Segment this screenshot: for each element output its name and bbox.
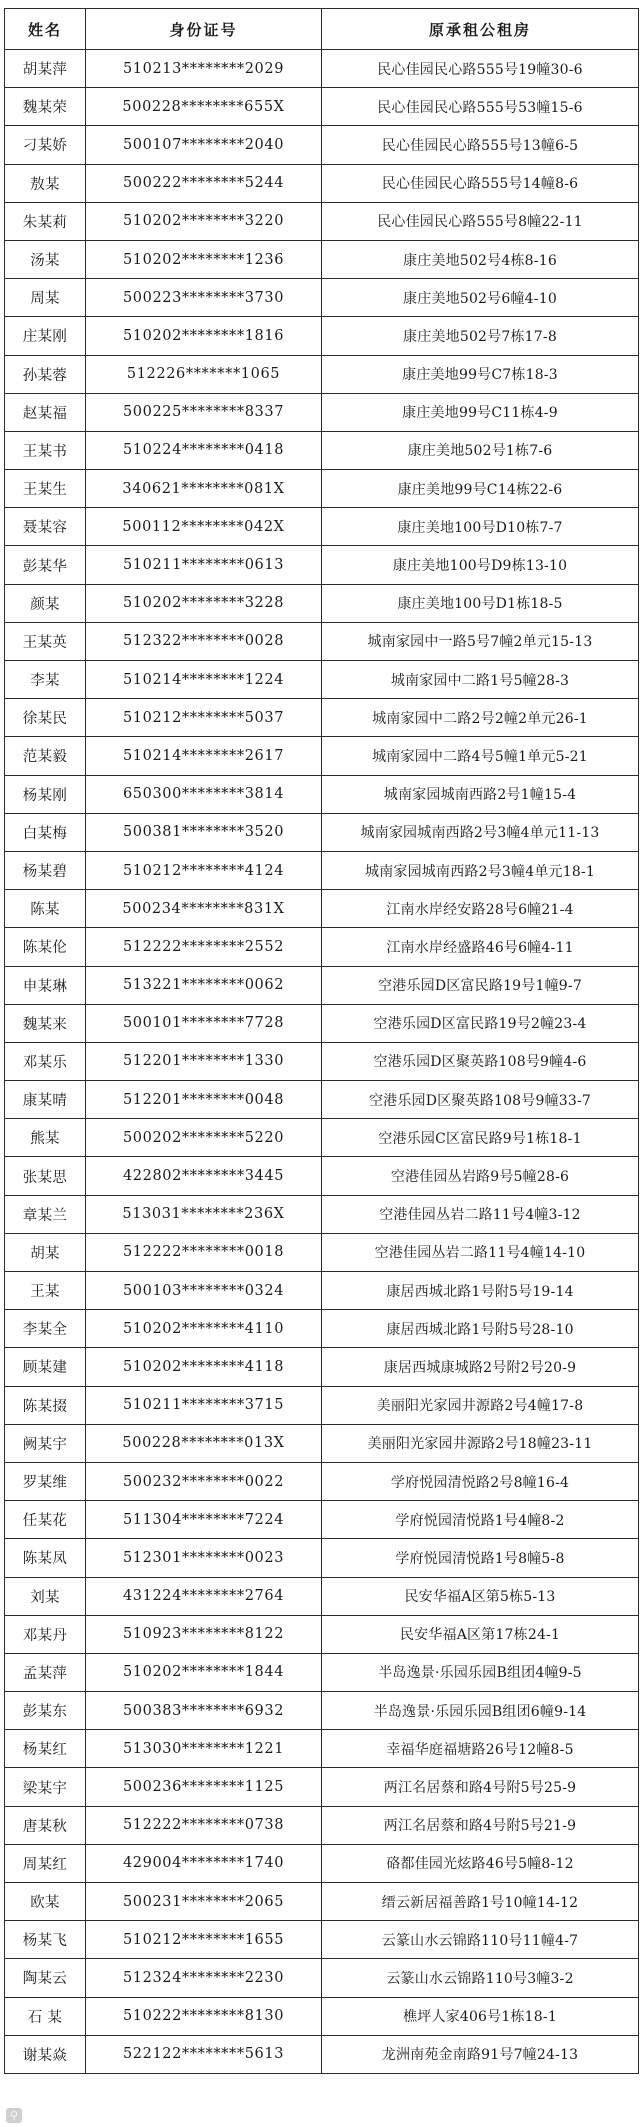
cell-id-number: 500232********0022 xyxy=(86,1462,322,1500)
cell-original-housing: 江南水岸经安路28号6幢21-4 xyxy=(322,890,639,928)
cell-original-housing: 空港佳园丛岩二路11号4幢14-10 xyxy=(322,1233,639,1271)
cell-name: 邓某乐 xyxy=(5,1042,86,1080)
cell-name: 王某 xyxy=(5,1272,86,1310)
cell-original-housing: 学府悦园清悦路1号8幢5-8 xyxy=(322,1539,639,1577)
cell-name: 范某毅 xyxy=(5,737,86,775)
table-row xyxy=(5,1042,639,1080)
cell-name: 唐某秋 xyxy=(5,1806,86,1844)
cell-original-housing: 康庄美地502号7栋17-8 xyxy=(322,317,639,355)
cell-original-housing: 城南家园城南西路2号3幢4单元11-13 xyxy=(322,813,639,851)
cell-id-number: 500383********6932 xyxy=(86,1692,322,1730)
cell-original-housing: 云篆山水云锦路110号11幢4-7 xyxy=(322,1921,639,1959)
cell-id-number: 500236********1125 xyxy=(86,1768,322,1806)
table-row xyxy=(5,279,639,317)
table-row xyxy=(5,622,639,660)
cell-name: 庄某刚 xyxy=(5,317,86,355)
cell-id-number: 431224********2764 xyxy=(86,1577,322,1615)
table-row xyxy=(5,890,639,928)
cell-name: 彭某华 xyxy=(5,546,86,584)
table-row xyxy=(5,1195,639,1233)
table-row xyxy=(5,1386,639,1424)
cell-id-number: 512226*******1065 xyxy=(86,355,322,393)
cell-id-number: 500228********013X xyxy=(86,1424,322,1462)
table-row xyxy=(5,1768,639,1806)
table-row xyxy=(5,1310,639,1348)
cell-id-number: 513030********1221 xyxy=(86,1730,322,1768)
table-row xyxy=(5,126,639,164)
cell-name: 聂某容 xyxy=(5,508,86,546)
cell-name: 刁某娇 xyxy=(5,126,86,164)
cell-original-housing: 城南家园中二路2号2幢2单元26-1 xyxy=(322,699,639,737)
cell-original-housing: 民安华福A区第17栋24-1 xyxy=(322,1615,639,1653)
cell-original-housing: 康庄美地99号C11栋4-9 xyxy=(322,393,639,431)
table-row xyxy=(5,737,639,775)
cell-name: 陈某掇 xyxy=(5,1386,86,1424)
cell-name: 任某花 xyxy=(5,1501,86,1539)
cell-id-number: 500228********655X xyxy=(86,88,322,126)
cell-id-number: 500381********3520 xyxy=(86,813,322,851)
cell-original-housing: 城南家园中二路1号5幢28-3 xyxy=(322,661,639,699)
tenant-table xyxy=(4,8,639,2074)
cell-id-number: 510202********1844 xyxy=(86,1653,322,1691)
table-row xyxy=(5,1424,639,1462)
cell-original-housing: 半岛逸景·乐园乐园B组团4幢9-5 xyxy=(322,1653,639,1691)
table-row xyxy=(5,1539,639,1577)
cell-id-number: 512322********0028 xyxy=(86,622,322,660)
cell-name: 李某全 xyxy=(5,1310,86,1348)
cell-name: 陶某云 xyxy=(5,1959,86,1997)
table-row xyxy=(5,966,639,1004)
table-row xyxy=(5,1692,639,1730)
cell-name: 陈某伦 xyxy=(5,928,86,966)
cell-id-number: 510211********0613 xyxy=(86,546,322,584)
table-row xyxy=(5,775,639,813)
cell-original-housing: 康庄美地100号D9栋13-10 xyxy=(322,546,639,584)
cell-name: 邓某丹 xyxy=(5,1615,86,1653)
header-id-number: 身份证号 xyxy=(86,9,322,50)
cell-original-housing: 云篆山水云锦路110号3幢3-2 xyxy=(322,1959,639,1997)
table-row xyxy=(5,851,639,889)
cell-original-housing: 美丽阳光家园井源路2号18幢23-11 xyxy=(322,1424,639,1462)
cell-name: 敖某 xyxy=(5,164,86,202)
cell-id-number: 650300********3814 xyxy=(86,775,322,813)
cell-id-number: 510202********4118 xyxy=(86,1348,322,1386)
cell-original-housing: 龙洲南苑金南路91号7幢24-13 xyxy=(322,2035,639,2073)
cell-name: 魏某来 xyxy=(5,1004,86,1042)
cell-name: 阙某宇 xyxy=(5,1424,86,1462)
table-row xyxy=(5,1233,639,1271)
table-row xyxy=(5,1081,639,1119)
cell-id-number: 500202********5220 xyxy=(86,1119,322,1157)
cell-id-number: 500101********7728 xyxy=(86,1004,322,1042)
cell-id-number: 510224********0418 xyxy=(86,431,322,469)
cell-original-housing: 两江名居蔡和路4号附5号25-9 xyxy=(322,1768,639,1806)
table-row xyxy=(5,1272,639,1310)
cell-name: 章某兰 xyxy=(5,1195,86,1233)
watermark: ⚲ xyxy=(6,2108,22,2123)
cell-id-number: 511304********7224 xyxy=(86,1501,322,1539)
cell-name: 欧某 xyxy=(5,1883,86,1921)
cell-original-housing: 两江名居蔡和路4号附5号21-9 xyxy=(322,1806,639,1844)
cell-original-housing: 学府悦园清悦路1号4幢8-2 xyxy=(322,1501,639,1539)
cell-original-housing: 空港乐园C区富民路9号1栋18-1 xyxy=(322,1119,639,1157)
cell-id-number: 510212********1655 xyxy=(86,1921,322,1959)
cell-id-number: 510211********3715 xyxy=(86,1386,322,1424)
cell-id-number: 510213********2029 xyxy=(86,50,322,88)
cell-original-housing: 康庄美地502号1栋7-6 xyxy=(322,431,639,469)
cell-original-housing: 江南水岸经盛路46号6幢4-11 xyxy=(322,928,639,966)
cell-name: 朱某莉 xyxy=(5,202,86,240)
table-row xyxy=(5,164,639,202)
cell-name: 杨某红 xyxy=(5,1730,86,1768)
cell-original-housing: 民心佳园民心路555号14幢8-6 xyxy=(322,164,639,202)
table-row xyxy=(5,470,639,508)
cell-name: 孟某萍 xyxy=(5,1653,86,1691)
cell-id-number: 512201********0048 xyxy=(86,1081,322,1119)
cell-name: 杨某碧 xyxy=(5,851,86,889)
cell-original-housing: 康庄美地100号D1栋18-5 xyxy=(322,584,639,622)
cell-original-housing: 民安华福A区第5栋5-13 xyxy=(322,1577,639,1615)
table-row xyxy=(5,202,639,240)
table-row xyxy=(5,431,639,469)
cell-name: 魏某荣 xyxy=(5,88,86,126)
cell-original-housing: 康庄美地99号C14栋22-6 xyxy=(322,470,639,508)
cell-id-number: 429004********1740 xyxy=(86,1844,322,1882)
cell-id-number: 512222********0018 xyxy=(86,1233,322,1271)
cell-name: 王某生 xyxy=(5,470,86,508)
table-row xyxy=(5,1462,639,1500)
cell-id-number: 510202********1236 xyxy=(86,240,322,278)
table-row xyxy=(5,1806,639,1844)
header-name: 姓名 xyxy=(5,9,86,50)
cell-id-number: 500103********0324 xyxy=(86,1272,322,1310)
table-row xyxy=(5,317,639,355)
header-original-housing: 原承租公租房 xyxy=(322,9,639,50)
cell-id-number: 500231********2065 xyxy=(86,1883,322,1921)
table-row xyxy=(5,928,639,966)
cell-original-housing: 缙云新居福善路1号10幢14-12 xyxy=(322,1883,639,1921)
cell-original-housing: 康庄美地502号4栋8-16 xyxy=(322,240,639,278)
cell-name: 陈某 xyxy=(5,890,86,928)
cell-name: 刘某 xyxy=(5,1577,86,1615)
cell-original-housing: 半岛逸景·乐园乐园B组团6幢9-14 xyxy=(322,1692,639,1730)
table-row xyxy=(5,2035,639,2073)
cell-id-number: 512301********0023 xyxy=(86,1539,322,1577)
cell-id-number: 510202********3220 xyxy=(86,202,322,240)
cell-name: 颜某 xyxy=(5,584,86,622)
cell-original-housing: 民心佳园民心路555号53幢15-6 xyxy=(322,88,639,126)
cell-id-number: 510202********4110 xyxy=(86,1310,322,1348)
cell-name: 熊某 xyxy=(5,1119,86,1157)
table-row xyxy=(5,813,639,851)
cell-id-number: 500225********8337 xyxy=(86,393,322,431)
cell-id-number: 510212********4124 xyxy=(86,851,322,889)
cell-original-housing: 城南家园城南西路2号3幢4单元18-1 xyxy=(322,851,639,889)
table-row xyxy=(5,1921,639,1959)
table-row xyxy=(5,1997,639,2035)
cell-name: 汤某 xyxy=(5,240,86,278)
table-row xyxy=(5,1844,639,1882)
table-row xyxy=(5,1157,639,1195)
cell-original-housing: 幸福华庭福塘路26号12幢8-5 xyxy=(322,1730,639,1768)
cell-id-number: 500234********831X xyxy=(86,890,322,928)
cell-original-housing: 空港乐园D区聚英路108号9幢33-7 xyxy=(322,1081,639,1119)
table-header-row xyxy=(5,9,639,50)
cell-id-number: 512222********2552 xyxy=(86,928,322,966)
table-row xyxy=(5,1577,639,1615)
table-row xyxy=(5,88,639,126)
cell-name: 白某梅 xyxy=(5,813,86,851)
cell-name: 孙某蓉 xyxy=(5,355,86,393)
cell-name: 胡某 xyxy=(5,1233,86,1271)
cell-id-number: 510212********5037 xyxy=(86,699,322,737)
cell-name: 康某晴 xyxy=(5,1081,86,1119)
table-row xyxy=(5,240,639,278)
cell-name: 陈某凤 xyxy=(5,1539,86,1577)
cell-id-number: 512222********0738 xyxy=(86,1806,322,1844)
table-row xyxy=(5,546,639,584)
cell-name: 杨某飞 xyxy=(5,1921,86,1959)
cell-id-number: 512324********2230 xyxy=(86,1959,322,1997)
cell-name: 胡某萍 xyxy=(5,50,86,88)
cell-name: 周某红 xyxy=(5,1844,86,1882)
table-row xyxy=(5,1883,639,1921)
cell-original-housing: 民心佳园民心路555号8幢22-11 xyxy=(322,202,639,240)
cell-original-housing: 民心佳园民心路555号19幢30-6 xyxy=(322,50,639,88)
table-row xyxy=(5,1004,639,1042)
cell-name: 王某书 xyxy=(5,431,86,469)
cell-name: 杨某刚 xyxy=(5,775,86,813)
table-row xyxy=(5,661,639,699)
cell-name: 申某琳 xyxy=(5,966,86,1004)
table-row xyxy=(5,355,639,393)
cell-original-housing: 城南家园中一路5号7幢2单元15-13 xyxy=(322,622,639,660)
table-row xyxy=(5,1119,639,1157)
table-row xyxy=(5,393,639,431)
cell-original-housing: 康居西城康城路2号附2号20-9 xyxy=(322,1348,639,1386)
cell-original-housing: 樵坪人家406号1栋18-1 xyxy=(322,1997,639,2035)
cell-original-housing: 民心佳园民心路555号13幢6-5 xyxy=(322,126,639,164)
cell-original-housing: 空港佳园丛岩路9号5幢28-6 xyxy=(322,1157,639,1195)
table-row xyxy=(5,584,639,622)
cell-original-housing: 空港乐园D区聚英路108号9幢4-6 xyxy=(322,1042,639,1080)
cell-id-number: 510214********2617 xyxy=(86,737,322,775)
table-row xyxy=(5,1615,639,1653)
table-row xyxy=(5,508,639,546)
cell-name: 梁某宇 xyxy=(5,1768,86,1806)
cell-id-number: 500107********2040 xyxy=(86,126,322,164)
cell-id-number: 513221********0062 xyxy=(86,966,322,1004)
cell-id-number: 510202********1816 xyxy=(86,317,322,355)
cell-id-number: 522122********5613 xyxy=(86,2035,322,2073)
table-row xyxy=(5,1730,639,1768)
cell-name: 彭某东 xyxy=(5,1692,86,1730)
cell-name: 顾某建 xyxy=(5,1348,86,1386)
cell-original-housing: 城南家园中二路4号5幢1单元5-21 xyxy=(322,737,639,775)
cell-original-housing: 康居西城北路1号附5号28-10 xyxy=(322,1310,639,1348)
table-row xyxy=(5,699,639,737)
cell-name: 张某思 xyxy=(5,1157,86,1195)
cell-original-housing: 康居西城北路1号附5号19-14 xyxy=(322,1272,639,1310)
table-body xyxy=(5,50,639,2074)
cell-id-number: 510222********8130 xyxy=(86,1997,322,2035)
cell-name: 罗某维 xyxy=(5,1462,86,1500)
cell-name: 谢某焱 xyxy=(5,2035,86,2073)
cell-original-housing: 学府悦园清悦路2号8幢16-4 xyxy=(322,1462,639,1500)
cell-original-housing: 城南家园城南西路2号1幢15-4 xyxy=(322,775,639,813)
table-row xyxy=(5,1348,639,1386)
cell-name: 赵某福 xyxy=(5,393,86,431)
table-row xyxy=(5,1959,639,1997)
cell-id-number: 500112********042X xyxy=(86,508,322,546)
table-row xyxy=(5,50,639,88)
cell-id-number: 422802********3445 xyxy=(86,1157,322,1195)
cell-id-number: 513031********236X xyxy=(86,1195,322,1233)
cell-original-housing: 空港乐园D区富民路19号1幢9-7 xyxy=(322,966,639,1004)
cell-original-housing: 康庄美地100号D10栋7-7 xyxy=(322,508,639,546)
cell-id-number: 510202********3228 xyxy=(86,584,322,622)
table-row xyxy=(5,1653,639,1691)
cell-original-housing: 康庄美地502号6幢4-10 xyxy=(322,279,639,317)
cell-original-housing: 硌都佳园光炫路46号5幢8-12 xyxy=(322,1844,639,1882)
cell-id-number: 500222********5244 xyxy=(86,164,322,202)
cell-original-housing: 康庄美地99号C7栋18-3 xyxy=(322,355,639,393)
cell-id-number: 500223********3730 xyxy=(86,279,322,317)
cell-name: 王某英 xyxy=(5,622,86,660)
cell-original-housing: 空港乐园D区富民路19号2幢23-4 xyxy=(322,1004,639,1042)
cell-id-number: 512201********1330 xyxy=(86,1042,322,1080)
cell-original-housing: 空港佳园丛岩二路11号4幢3-12 xyxy=(322,1195,639,1233)
cell-name: 徐某民 xyxy=(5,699,86,737)
cell-name: 周某 xyxy=(5,279,86,317)
cell-id-number: 340621********081X xyxy=(86,470,322,508)
cell-id-number: 510923********8122 xyxy=(86,1615,322,1653)
table-row xyxy=(5,1501,639,1539)
cell-name: 李某 xyxy=(5,661,86,699)
cell-name: 石 某 xyxy=(5,1997,86,2035)
cell-original-housing: 美丽阳光家园井源路2号4幢17-8 xyxy=(322,1386,639,1424)
cell-id-number: 510214********1224 xyxy=(86,661,322,699)
